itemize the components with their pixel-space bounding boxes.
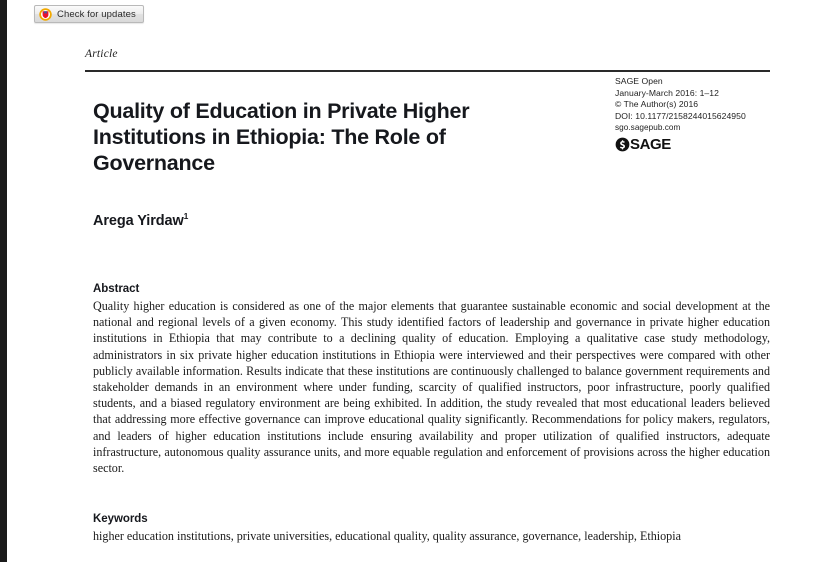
abstract-section (93, 283, 770, 488)
sage-wordmark: SAGE (630, 135, 671, 153)
keywords-body: higher education institutions, private universities, educational quality, quality assurance, governance, leadership, Ethiopia (93, 529, 681, 543)
sage-publisher-logo (615, 137, 795, 152)
page-title: Quality of Education in Private Higher Institutions in Ethiopia: The Role of Governance (93, 99, 470, 176)
journal-url[interactable]: sgo.sagepub.com (615, 123, 681, 133)
sage-emblem-icon (615, 137, 630, 152)
keywords-section (93, 513, 770, 556)
article-type-kicker: Article (85, 48, 118, 60)
abstract-body: Quality higher education is considered as one of the major elements that guarantee sustainable economic and social development at the national and regional levels of a given economy. This study identified factors of leadership and governance in private higher education institutions in Ethiopia that may contribute to a declining quality of education. Employing a qualitative case study methodology, administrators in six private higher education institutions in Ethiopia were interviewed and their perspectives were compared with other publicly available information. Results indicate that these institutions are continuously challenged to balance government requirements and stakeholder demands in an environment where under funding, scarcity of qualified instructors, poor infrastructure, poorly qualified students, and a biased regulatory environment are being exhibited. In addition, the study revealed that most educational leaders believed that addressing more effective governance can improve educational quality significantly. Recommendations for policy makers, regulators, and leaders of higher education institutions include ensuring availability and proper utilization of qualified instructors, adequate infrastructure, autonomous quality assurance units, and more equable regulation and enforcement of provisions across the higher education sector. (93, 299, 770, 476)
journal-masthead (615, 76, 795, 152)
check-for-updates-badge[interactable] (34, 5, 144, 23)
page-left-edge-strip (0, 0, 7, 562)
header-divider (85, 70, 770, 72)
author-name-text: Arega Yirdaw (93, 213, 184, 229)
copyright-line: © The Author(s) 2016 (615, 99, 699, 110)
journal-name: SAGE Open (615, 76, 663, 86)
abstract-heading: Abstract (93, 283, 140, 295)
check-for-updates-label: Check for updates (57, 8, 136, 20)
article-page (7, 0, 818, 562)
crossmark-icon (39, 8, 52, 21)
journal-issue: January-March 2016: 1–12 (615, 87, 719, 98)
doi-line: DOI: 10.1177/2158244015624950 (615, 110, 746, 121)
author-name (93, 213, 188, 229)
author-affiliation-marker: 1 (183, 211, 189, 222)
keywords-heading: Keywords (93, 513, 148, 525)
